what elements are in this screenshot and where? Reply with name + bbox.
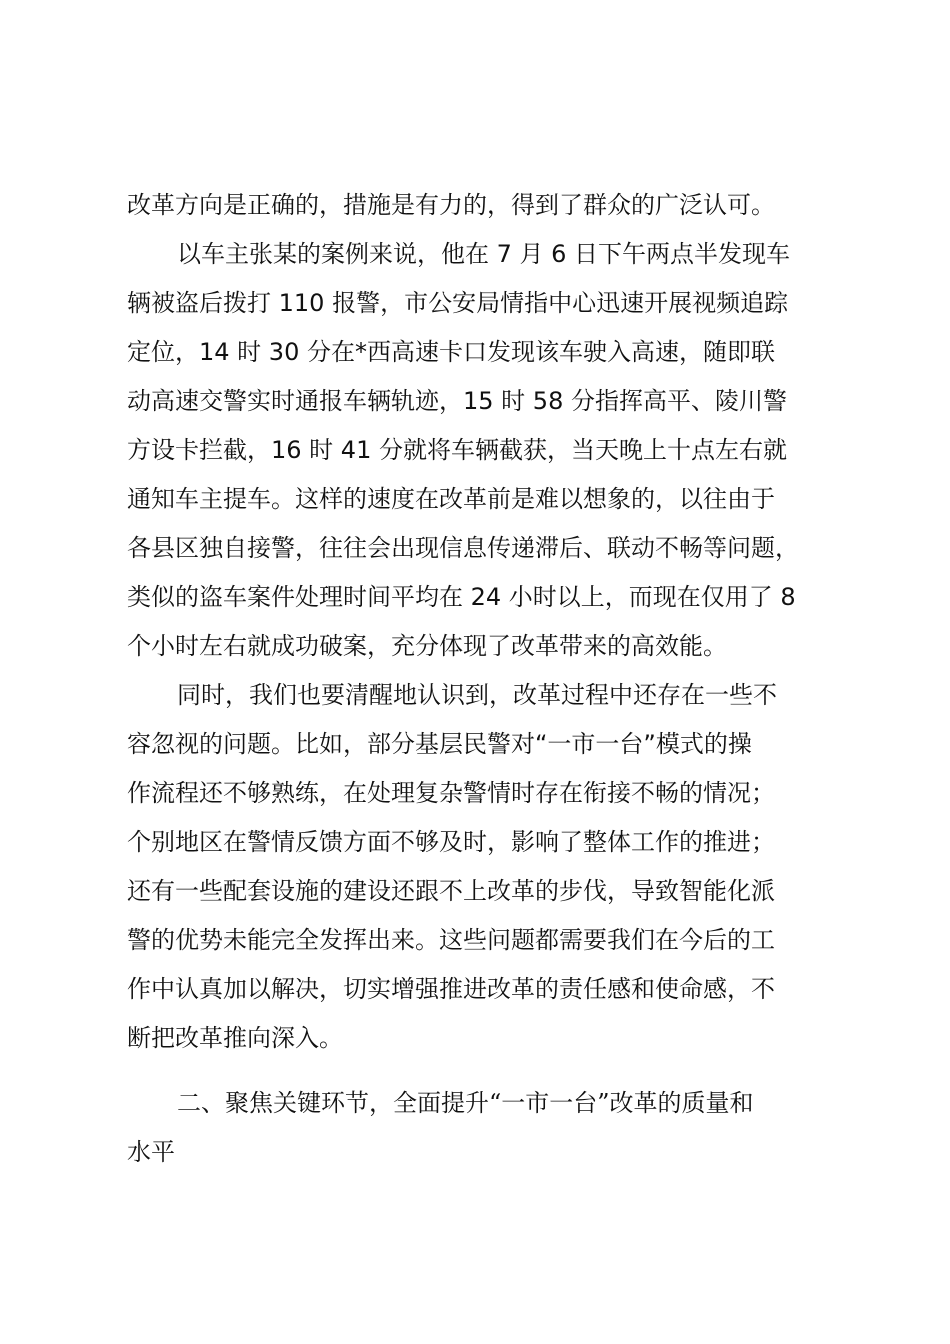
paragraph-line: 以车主张某的案例来说，他在 7 月 6 日下午两点半发现车: [177, 240, 791, 268]
paragraph-line: 各县区独自接警，往往会出现信息传递滞后、联动不畅等问题，: [127, 534, 799, 562]
paragraph-line: 同时，我们也要清醒地认识到，改革过程中还存在一些不: [177, 681, 777, 709]
section-heading: 二、聚焦关键环节，全面提升“一市一台”改革的质量和: [177, 1089, 754, 1117]
paragraph-line: 通知车主提车。这样的速度在改革前是难以想象的，以往由于: [127, 485, 775, 513]
paragraph-line: 个小时左右就成功破案，充分体现了改革带来的高效能。: [127, 632, 727, 660]
paragraph-line: 类似的盗车案件处理时间平均在 24 小时以上，而现在仅用了 8: [127, 583, 796, 611]
paragraph-line: 个别地区在警情反馈方面不够及时，影响了整体工作的推进；: [127, 828, 775, 856]
paragraph-line: 容忽视的问题。比如，部分基层民警对“一市一台”模式的操: [127, 730, 752, 758]
paragraph-line: 动高速交警实时通报车辆轨迹，15 时 58 分指挥高平、陵川警: [127, 387, 787, 415]
paragraph-line: 作中认真加以解决，切实增强推进改革的责任感和使命感，不: [127, 975, 775, 1003]
paragraph-line: 改革方向是正确的，措施是有力的，得到了群众的广泛认可。: [127, 191, 775, 219]
paragraph-line: 辆被盗后拨打 110 报警，市公安局情指中心迅速开展视频追踪: [127, 289, 789, 317]
paragraph-line: 作流程还不够熟练，在处理复杂警情时存在衔接不畅的情况；: [127, 779, 775, 807]
paragraph-line: 警的优势未能完全发挥出来。这些问题都需要我们在今后的工: [127, 926, 775, 954]
paragraph-line: 方设卡拦截，16 时 41 分就将车辆截获，当天晚上十点左右就: [127, 436, 787, 464]
paragraph-line: 定位，14 时 30 分在*西高速卡口发现该车驶入高速，随即联: [127, 338, 775, 366]
section-heading: 水平: [127, 1138, 175, 1166]
paragraph-line: 断把改革推向深入。: [127, 1024, 343, 1052]
paragraph-line: 还有一些配套设施的建设还跟不上改革的步伐，导致智能化派: [127, 877, 775, 905]
